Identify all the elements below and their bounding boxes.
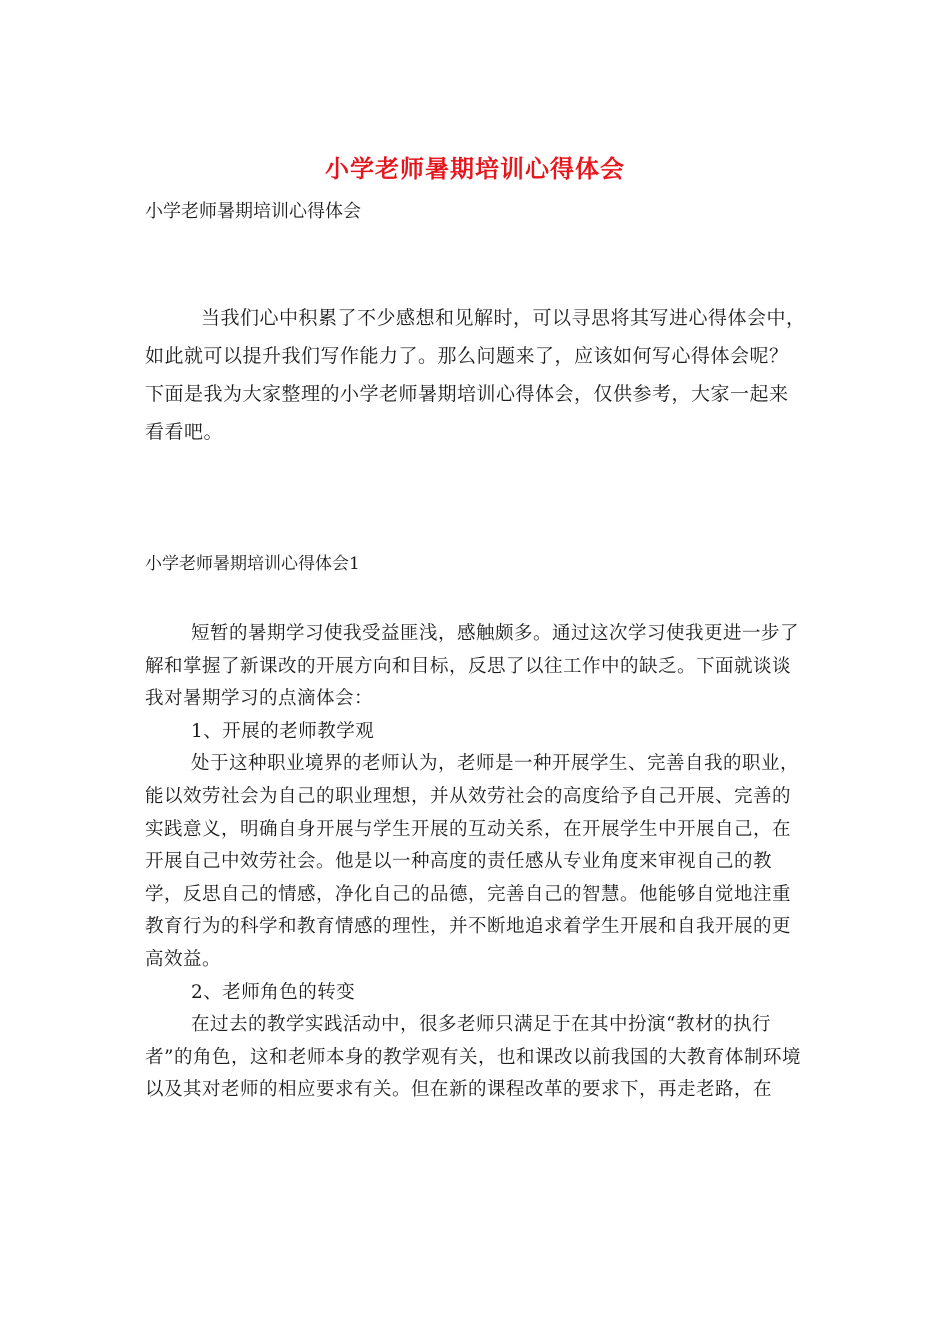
document-subtitle: 小学老师暑期培训心得体会 — [145, 201, 361, 222]
body-paragraph: 在过去的教学实践活动中，很多老师只满足于在其中扮演“教材的执行者”的角色，这和老师本身的教学观有关，也和课改以前我国的大教育体制环境以及其对老师的相应要求有关。但在新的课程改革的要求下，再走老路，在 — [145, 1014, 801, 1101]
body-paragraph: 短暂的暑期学习使我受益匪浅，感触颇多。通过这次学习使我更进一步了解和掌握了新课改的开展方向和目标，反思了以往工作中的缺乏。下面就谈谈我对暑期学习的点滴体会： — [145, 623, 800, 710]
body-text — [145, 618, 807, 1107]
body-paragraph: 处于这种职业境界的老师认为，老师是一种开展学生、完善自我的职业，能以效劳社会为自己的职业理想，并从效劳社会的高度给予自己开展、完善的实践意义，明确自身开展与学生开展的互动关系，在开展学生中开展自己，在开展自己中效劳社会。他是以一种高度的责任感从专业角度来审视自己的教学，反思自己的情感，净化自己的品德，完善自己的智慧。他能够自觉地注重教育行为的科学和教育情感的理性，并不断地追求着学生开展和自我开展的更高效益。 — [145, 753, 800, 970]
section-heading: 小学老师暑期培训心得体会1 — [145, 554, 360, 574]
numbered-heading: 1、开展的老师教学观 — [191, 720, 375, 742]
numbered-heading: 2、老师角色的转变 — [191, 981, 356, 1003]
document-title: 小学老师暑期培训心得体会 — [325, 154, 625, 183]
intro-paragraph: 当我们心中积累了不少感想和见解时，可以寻思将其写进心得体会中，如此就可以提升我们写作能力了。那么问题来了，应该如何写心得体会呢？下面是我为大家整理的小学老师暑期培训心得体会，仅供参考，大家一起来看看吧。 — [145, 307, 806, 443]
